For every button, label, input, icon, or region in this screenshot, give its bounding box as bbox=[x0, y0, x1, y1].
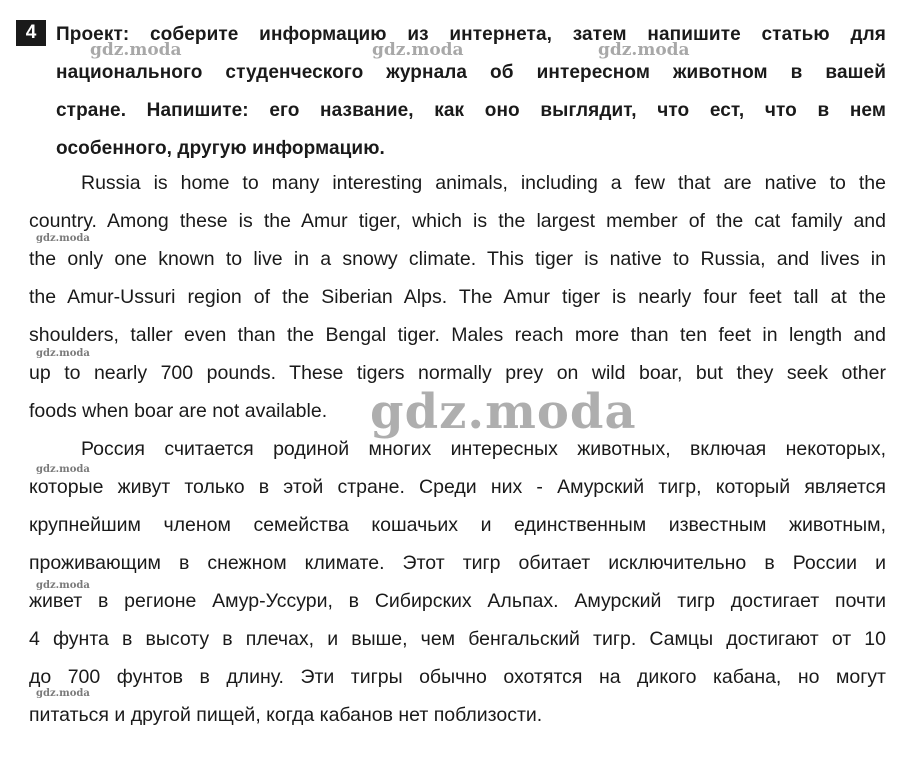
paragraph-line: foods when boar are not available. bbox=[29, 400, 328, 422]
paragraph-line: 4 фунта в высоту в плечах, и выше, чем бенгальский тигр. Самцы достигают от 10 bbox=[29, 628, 886, 650]
watermark: gdz.moda bbox=[372, 40, 464, 60]
paragraph-line: Россия считается родиной многих интересных животных, включая некоторых, bbox=[81, 438, 886, 460]
paragraph-line: shoulders, taller even than the Bengal tiger. Males reach more than ten feet in length and bbox=[29, 324, 886, 346]
paragraph-line: которые живут только в этой стране. Среди них - Амурский тигр, который является bbox=[29, 476, 886, 498]
watermark: gdz.moda bbox=[36, 233, 90, 244]
watermark: gdz.moda bbox=[36, 348, 90, 359]
russian-paragraph bbox=[29, 430, 886, 734]
paragraph-line: country. Among these is the Amur tiger, which is the largest member of the cat family and bbox=[29, 210, 886, 232]
paragraph-line: проживающим в снежном климате. Этот тигр обитает исключительно в России и bbox=[29, 552, 886, 574]
task-instruction bbox=[56, 16, 886, 168]
paragraph-line: питаться и другой пищей, когда кабанов нет поблизости. bbox=[29, 704, 543, 726]
watermark: gdz.moda bbox=[90, 40, 182, 60]
watermark: gdz.moda bbox=[36, 580, 90, 591]
paragraph-line: крупнейшим членом семейства кошачьих и единственным известным животным, bbox=[29, 514, 886, 536]
watermark: gdz.moda bbox=[598, 40, 690, 60]
task-line: Проект: соберите информацию из интернета, затем напишите статью для bbox=[56, 24, 886, 45]
task-line: особенного, другую информацию. bbox=[56, 138, 385, 159]
watermark: gdz.moda bbox=[36, 688, 90, 699]
paragraph-line: the only one known to live in a snowy climate. This tiger is native to Russia, and lives in bbox=[29, 248, 886, 270]
task-line: стране. Напишите: его название, как оно выглядит, что ест, что в нем bbox=[56, 100, 886, 121]
paragraph-line: Russia is home to many interesting animals, including a few that are native to the bbox=[81, 172, 886, 194]
paragraph-line: живет в регионе Амур-Уссури, в Сибирских Альпах. Амурский тигр достигает почти bbox=[29, 590, 886, 612]
paragraph-line: up to nearly 700 pounds. These tigers normally prey on wild boar, but they seek other bbox=[29, 362, 886, 384]
paragraph-line: the Amur-Ussuri region of the Siberian Alps. The Amur tiger is nearly four feet tall at the bbox=[29, 286, 886, 308]
watermark-large: gdz.moda bbox=[370, 384, 637, 440]
watermark: gdz.moda bbox=[36, 464, 90, 475]
paragraph-line: до 700 фунтов в длину. Эти тигры обычно охотятся на дикого кабана, но могут bbox=[29, 666, 886, 688]
task-line: национального студенческого журнала об интересном животном в вашей bbox=[56, 62, 886, 83]
task-number-badge: 4 bbox=[16, 20, 46, 46]
